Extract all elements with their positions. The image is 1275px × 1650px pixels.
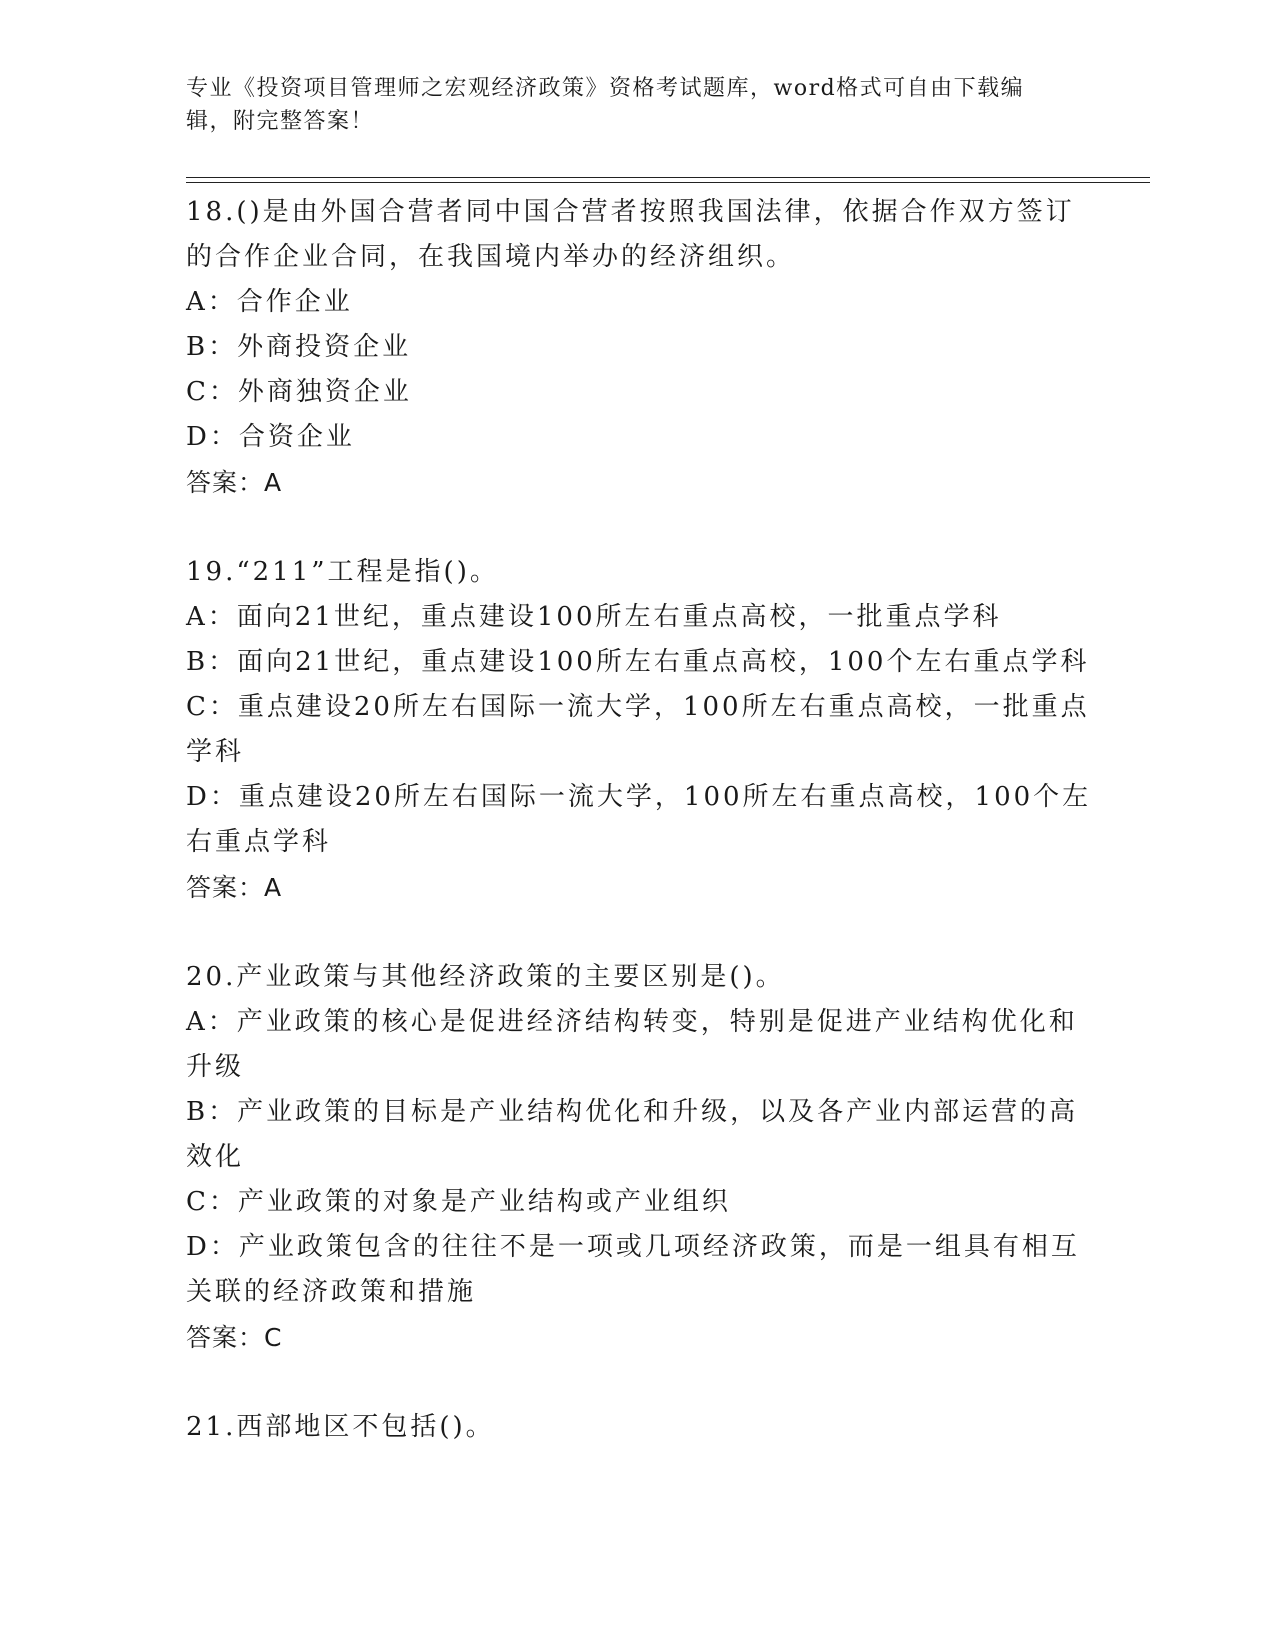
header-rule <box>186 182 1150 183</box>
option-text: B：外商投资企业 <box>186 332 412 362</box>
answer-line <box>186 865 1086 910</box>
option-text: A：合作企业 <box>186 287 353 317</box>
option-text: C：外商独资企业 <box>186 377 412 407</box>
option-text: C：重点建设20所左右国际一流大学，100所左右重点高校，一批重点 <box>186 692 1090 722</box>
answer-value: C <box>264 1323 282 1352</box>
question-stem: 19.“211”工程是指()。 <box>186 557 499 587</box>
answer-value: A <box>264 468 282 497</box>
question-block <box>186 1405 1086 1450</box>
question-list <box>186 190 1092 1450</box>
question-block <box>186 190 1086 505</box>
option-text: 右重点学科 <box>186 827 332 857</box>
question-block <box>186 550 1092 910</box>
answer-line <box>186 460 1086 505</box>
option-text: A：面向21世纪，重点建设100所左右重点高校，一批重点学科 <box>186 602 1002 632</box>
option-text: C：产业政策的对象是产业结构或产业组织 <box>186 1187 731 1217</box>
question-block <box>186 955 1086 1360</box>
question-stem: 18.()是由外国合营者同中国合营者按照我国法律，依据合作双方签订 <box>186 197 1075 227</box>
option-text: 关联的经济政策和措施 <box>186 1277 477 1307</box>
answer-line <box>186 1315 1086 1360</box>
answer-label: 答案： <box>186 468 265 497</box>
option-text: 升级 <box>186 1052 245 1082</box>
option-text: B：面向21世纪，重点建设100所左右重点高校，100个左右重点学科 <box>186 647 1090 677</box>
option-text: D：产业政策包含的往往不是一项或几项经济政策，而是一组具有相互 <box>186 1232 1080 1262</box>
answer-value: A <box>264 873 282 902</box>
option-text: 效化 <box>186 1142 245 1172</box>
option-text: B：产业政策的目标是产业结构优化和升级，以及各产业内部运营的高 <box>186 1097 1079 1127</box>
header-line: 专业《投资项目管理师之宏观经济政策》资格考试题库，word格式可自由下载编 <box>186 76 1025 101</box>
question-stem: 21.西部地区不包括()。 <box>186 1412 495 1442</box>
option-text: D：合资企业 <box>186 422 355 452</box>
question-stem: 的合作企业合同，在我国境内举办的经济组织。 <box>186 242 796 272</box>
document-header <box>186 72 1086 138</box>
option-text: A：产业政策的核心是促进经济结构转变，特别是促进产业结构优化和 <box>186 1007 1078 1037</box>
question-stem: 20.产业政策与其他经济政策的主要区别是()。 <box>186 962 785 992</box>
answer-label: 答案： <box>186 1323 265 1352</box>
option-text: D：重点建设20所左右国际一流大学，100所左右重点高校，100个左 <box>186 782 1092 812</box>
header-rule <box>186 177 1150 178</box>
answer-label: 答案： <box>186 873 265 902</box>
option-text: 学科 <box>186 737 245 767</box>
header-line: 辑，附完整答案！ <box>186 109 375 134</box>
